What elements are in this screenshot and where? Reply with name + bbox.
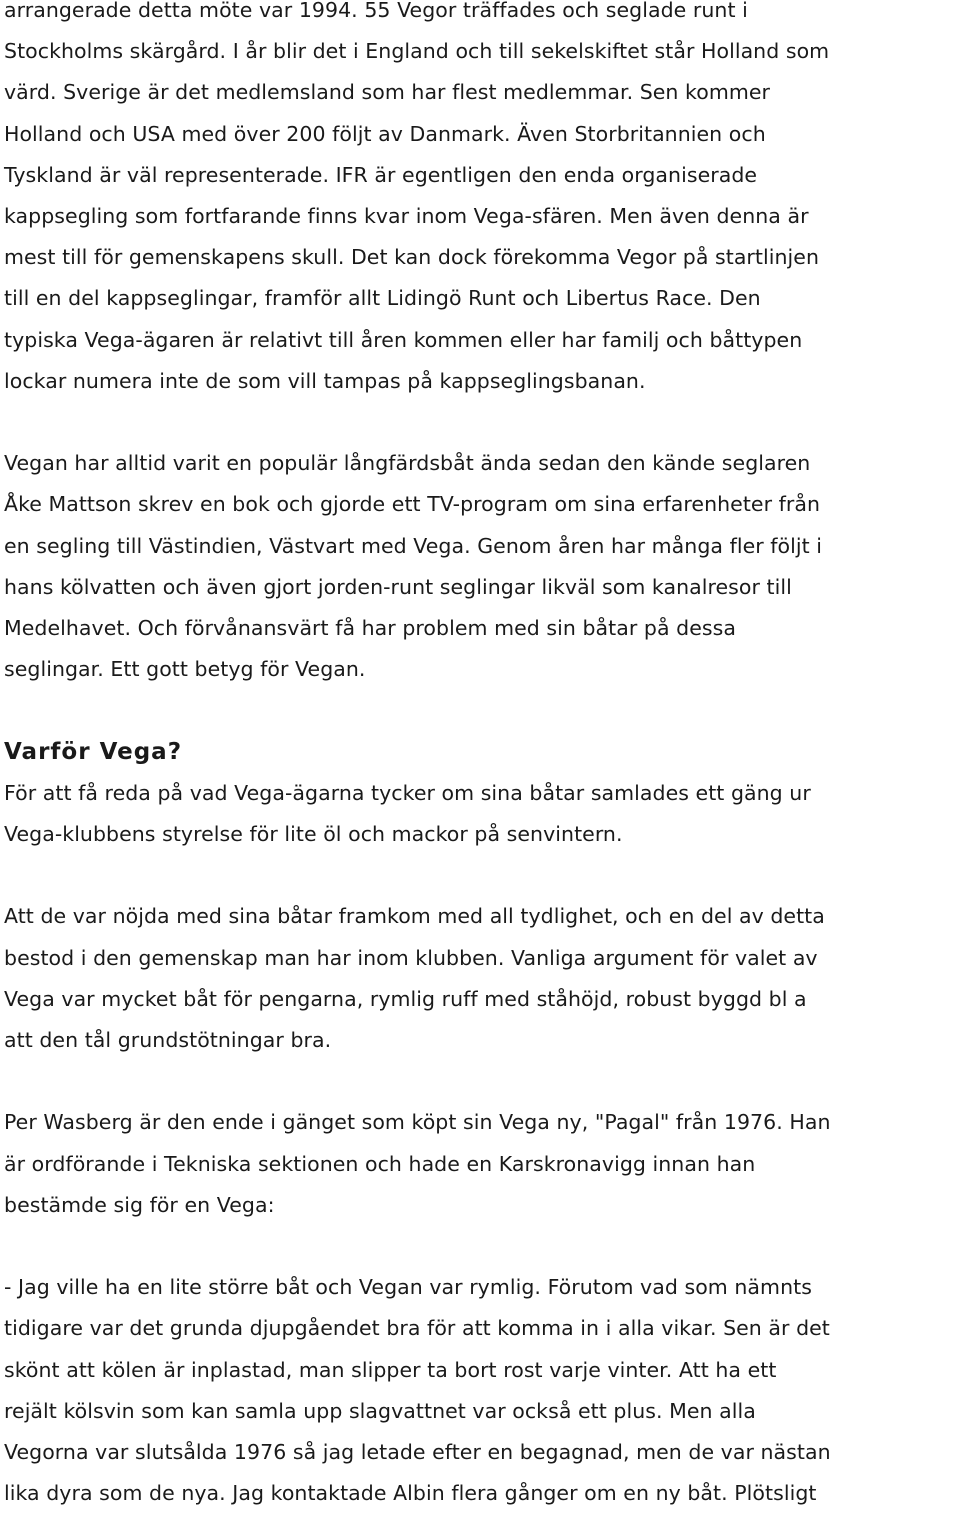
text-line: Vegorna var slutsålda 1976 så jag letade efter en begagnad, men de var nästan: [4, 1440, 831, 1465]
text-line: - Jag ville ha en lite större båt och Vegan var rymlig. Förutom vad som nämnts: [4, 1275, 812, 1300]
text-line: är ordförande i Tekniska sektionen och hade en Karskronavigg innan han: [4, 1151, 756, 1176]
paragraph-spacer: [4, 1226, 956, 1267]
text-line: att den tål grundstötningar bra.: [4, 1028, 332, 1053]
paragraph-3: [4, 773, 956, 855]
text-line: Vegan har alltid varit en populär långfärdsbåt ända sedan den kände seglaren: [4, 451, 811, 476]
text-line: Vega-klubbens styrelse för lite öl och mackor på senvintern.: [4, 822, 623, 847]
text-line: typiska Vega-ägaren är relativt till åren kommen eller har familj och båttypen: [4, 327, 803, 352]
paragraph-1: [4, 0, 956, 402]
text-line: mest till för gemenskapens skull. Det kan dock förekomma Vegor på startlinjen: [4, 245, 819, 270]
text-line: För att få reda på vad Vega-ägarna tycker om sina båtar samlades ett gäng ur: [4, 780, 811, 805]
text-line: Vega var mycket båt för pengarna, rymlig ruff med ståhöjd, robust byggd bl a: [4, 986, 807, 1011]
paragraph-spacer: [4, 690, 956, 731]
text-line: tidigare var det grunda djupgåendet bra för att komma in i alla vikar. Sen är det: [4, 1316, 830, 1341]
document-page: [4, 0, 956, 1514]
text-line: lockar numera inte de som vill tampas på kappseglingsbanan.: [4, 368, 646, 393]
paragraph-4: [4, 896, 956, 1061]
text-line: Att de var nöjda med sina båtar framkom med all tydlighet, och en del av detta: [4, 904, 825, 929]
text-line: Tyskland är väl representerade. IFR är egentligen den enda organiserade: [4, 162, 758, 187]
section-heading: Varför Vega?: [4, 738, 183, 765]
paragraph-5: [4, 1102, 956, 1226]
text-line: Medelhavet. Och förvånansvärt få har problem med sin båtar på dessa: [4, 616, 736, 641]
text-line: skönt att kölen är inplastad, man slipper ta bort rost varje vinter. Att ha ett: [4, 1357, 777, 1382]
text-line: hans kölvatten och även gjort jorden-runt seglingar likväl som kanalresor till: [4, 574, 792, 599]
text-line: arrangerade detta möte var 1994. 55 Vegor träffades och seglade runt i: [4, 0, 748, 22]
text-line: värd. Sverige är det medlemsland som har flest medlemmar. Sen kommer: [4, 80, 770, 105]
text-line: till en del kappseglingar, framför allt Lidingö Runt och Libertus Race. Den: [4, 286, 761, 311]
text-line: Stockholms skärgård. I år blir det i England och till sekelskiftet står Holland som: [4, 39, 830, 64]
text-line: bestämde sig för en Vega:: [4, 1192, 275, 1217]
text-line: Per Wasberg är den ende i gänget som köpt sin Vega ny, "Pagal" från 1976. Han: [4, 1110, 831, 1135]
text-line: lika dyra som de nya. Jag kontaktade Albin flera gånger om en ny båt. Plötsligt: [4, 1481, 817, 1506]
paragraph-6: [4, 1267, 956, 1514]
paragraph-spacer: [4, 855, 956, 896]
text-line: rejält kölsvin som kan samla upp slagvattnet var också ett plus. Men alla: [4, 1398, 756, 1423]
text-line: Holland och USA med över 200 följt av Danmark. Även Storbritannien och: [4, 121, 766, 146]
paragraph-spacer: [4, 1061, 956, 1102]
text-line: en segling till Västindien, Västvart med Vega. Genom åren har många fler följt i: [4, 533, 823, 558]
paragraph-spacer: [4, 402, 956, 443]
text-line: kappsegling som fortfarande finns kvar inom Vega-sfären. Men även denna är: [4, 204, 809, 229]
text-line: bestod i den gemenskap man har inom klubben. Vanliga argument för valet av: [4, 945, 818, 970]
paragraph-2: [4, 443, 956, 690]
text-line: Åke Mattson skrev en bok och gjorde ett TV-program om sina erfarenheter från: [4, 492, 821, 517]
text-line: seglingar. Ett gott betyg för Vegan.: [4, 657, 366, 682]
